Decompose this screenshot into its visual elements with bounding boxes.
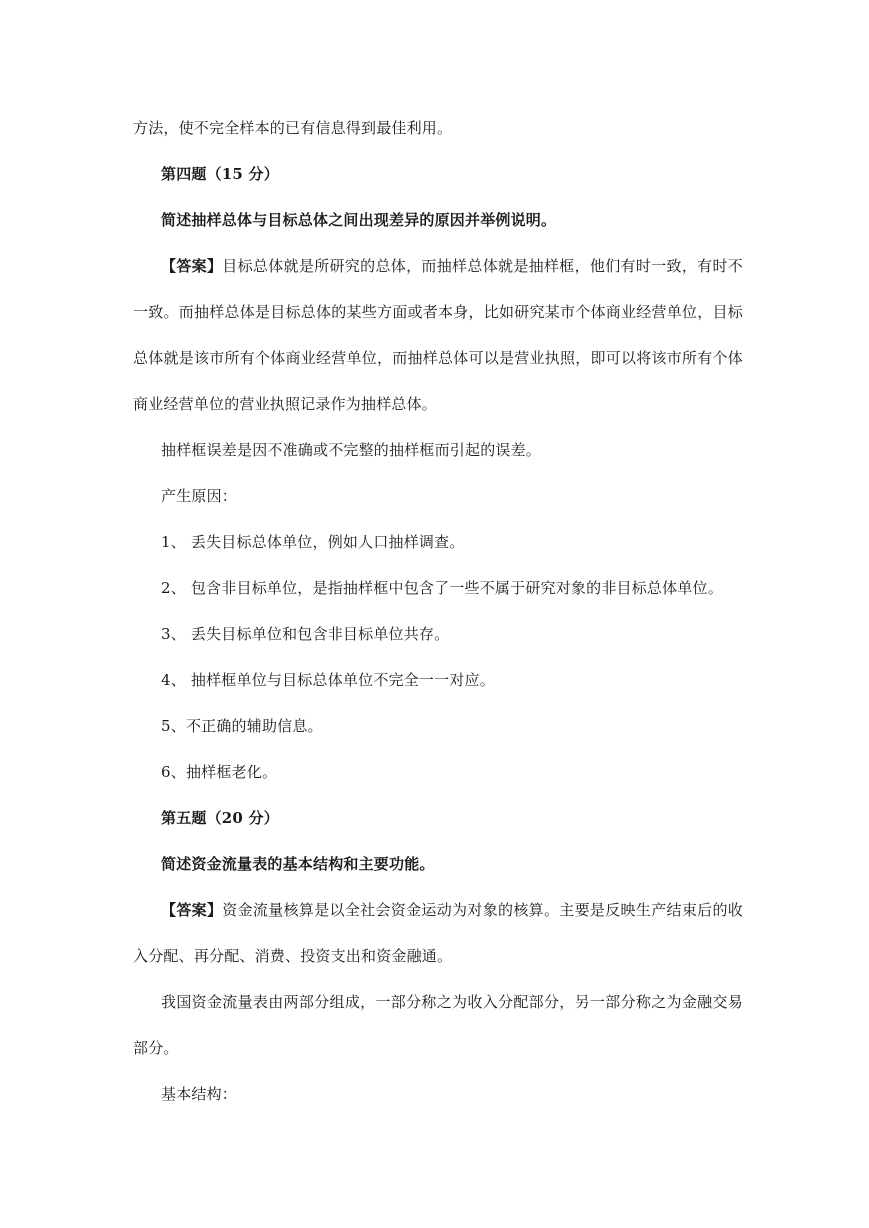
q4-heading: 第四题（15 分）	[161, 165, 279, 183]
q5-composition-line-1: 我国资金流量表由两部分组成，一部分称之为收入分配部分，另一部分称之为金融交易	[161, 993, 743, 1011]
q5-composition-line-2: 部分。	[133, 1039, 179, 1057]
q5-answer-tag: 【答案】	[161, 901, 223, 919]
cause-item-5: 5、不正确的辅助信息。	[161, 717, 323, 735]
cause-item-1: 1、 丢失目标总体单位，例如人口抽样调查。	[161, 533, 465, 551]
continuation-line: 方法，使不完全样本的已有信息得到最佳利用。	[133, 119, 453, 137]
q4-answer-text-1: 目标总体就是所研究的总体，而抽样总体就是抽样框，他们有时一致，有时不	[222, 257, 743, 275]
q5-answer-text-1: 资金流量核算是以全社会资金运动为对象的核算。主要是反映生产结束后的收	[222, 901, 743, 919]
q4-answer-line-4: 商业经营单位的营业执照记录作为抽样总体。	[133, 395, 438, 413]
q5-answer-line-2: 入分配、再分配、消费、投资支出和资金融通。	[133, 947, 453, 965]
causes-label: 产生原因：	[161, 487, 238, 505]
q4-answer-line-3: 总体就是该市所有个体商业经营单位，而抽样总体可以是营业执照，即可以将该市所有个体	[133, 349, 743, 367]
q4-answer-line-2: 一致。而抽样总体是目标总体的某些方面或者本身，比如研究某市个体商业经营单位，目标	[133, 303, 743, 321]
frame-error-line: 抽样框误差是因不准确或不完整的抽样框而引起的误差。	[161, 441, 542, 459]
q5-heading: 第五题（20 分）	[161, 809, 279, 827]
cause-item-2: 2、 包含非目标单位，是指抽样框中包含了一些不属于研究对象的非目标总体单位。	[161, 579, 723, 597]
cause-item-3: 3、 丢失目标单位和包含非目标单位共存。	[161, 625, 450, 643]
q4-question: 简述抽样总体与目标总体之间出现差异的原因并举例说明。	[161, 211, 557, 229]
q4-answer-line-1	[161, 256, 743, 276]
structure-label: 基本结构：	[161, 1085, 238, 1103]
cause-item-4: 4、 抽样框单位与目标总体单位不完全一一对应。	[161, 671, 495, 689]
q5-answer-line-1	[161, 900, 743, 920]
q5-question: 简述资金流量表的基本结构和主要功能。	[161, 855, 435, 873]
q4-answer-tag: 【答案】	[161, 257, 223, 275]
cause-item-6: 6、抽样框老化。	[161, 763, 278, 781]
